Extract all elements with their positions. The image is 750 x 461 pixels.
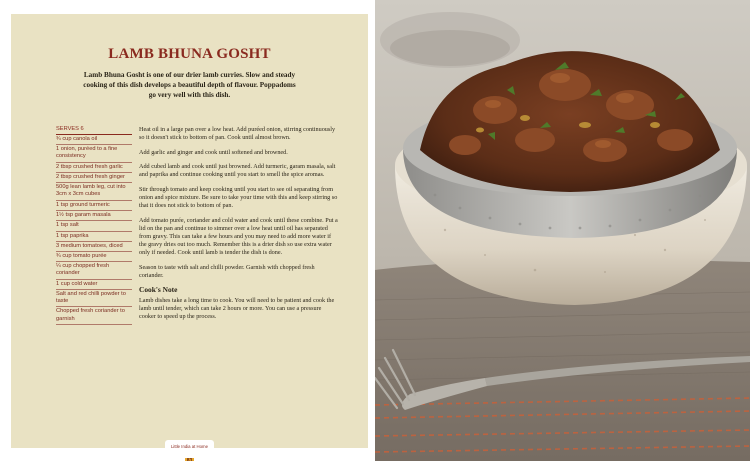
photo-illustration <box>375 0 750 461</box>
method-step: Add garlic and ginger and cook until softened and browned. <box>139 148 288 156</box>
recipe-title: LAMB BHUNA GOSHT <box>108 46 271 62</box>
method-step: Add cubed lamb and cook until just browned. Add turmeric, garam masala, salt and paprika and continue cooking until you start to smell the spice aromas. <box>139 163 336 179</box>
method-step: Stir through tomato and keep cooking until you start to see oil separating from onion and spice mixture. Be sure to take your time with this and keep stirring so that it does not stick to bottom of pan. <box>139 185 338 210</box>
ingredient-item: 1 tsp paprika <box>56 232 132 242</box>
dish-photo <box>375 0 750 461</box>
ingredient-item: Salt and red chilli powder to taste <box>56 290 132 307</box>
ingredient-item: 1 tsp salt <box>56 221 132 231</box>
ingredient-item: ¼ cup chopped fresh coriander <box>56 262 132 279</box>
ingredient-item: 3 medium tomatoes, diced <box>56 242 132 252</box>
ingredient-item: 1 onion, puréed to a fine consistency <box>56 145 132 162</box>
ingredients-column <box>56 126 132 325</box>
recipe-panel <box>11 14 368 461</box>
ingredient-item: 1 cup cold water <box>56 280 132 290</box>
ingredient-item: 2 tbsp crushed fresh ginger <box>56 173 132 183</box>
ingredient-item: 1½ tsp garam masala <box>56 211 132 221</box>
book-name: Little India at Home <box>170 444 209 449</box>
ingredient-item: ¾ cup canola oil <box>56 135 132 145</box>
ingredient-list <box>56 135 132 325</box>
ingredient-item: 2 tbsp crushed fresh garlic <box>56 163 132 173</box>
ingredient-item: 1 tsp ground turmeric <box>56 201 132 211</box>
method-step: Season to taste with salt and chilli powder. Garnish with chopped fresh coriander. <box>139 263 315 279</box>
method-step: Heat oil in a large pan over a low heat. Add puréed onion, stirring continuously so it doesn't stick to bottom of pan. Cook until almost brown. <box>139 126 336 142</box>
cooks-note-text: Lamb dishes take a long time to cook. You will need to be patient and cook the lamb until tender, which can take 2 hours or more. You can use a pressure cooker to speed up the process. <box>139 296 335 320</box>
recipe-intro: Lamb Bhuna Gosht is one of our drier lamb curries. Slow and steady cooking of this dish develops a beautiful depth of flavour. Poppadoms go very well with this dish. <box>83 71 296 99</box>
ingredient-item: Chopped fresh coriander to garnish <box>56 307 132 324</box>
ingredient-item: ¾ cup tomato purée <box>56 252 132 262</box>
method-column <box>139 126 339 327</box>
ingredient-item: 500g lean lamb leg, cut into 3cm x 3cm cubes <box>56 183 132 200</box>
page-footer <box>165 440 214 461</box>
serves-label: SERVES 6 <box>56 126 132 135</box>
method-step: Add tomato purée, coriander and cold water and cook until these combine. Put a lid on the pan and continue to simmer over a low heat until oil has separated from gravy. This can take a few hours and you may need to add more water if the gravy dries out too much. Remember this is a drier dish so use extra water only if needed. Cook until lamb is tender the dish is done. <box>139 216 338 257</box>
cooks-note-title: Cook's Note <box>139 285 178 295</box>
page-number: 83 <box>185 458 195 461</box>
